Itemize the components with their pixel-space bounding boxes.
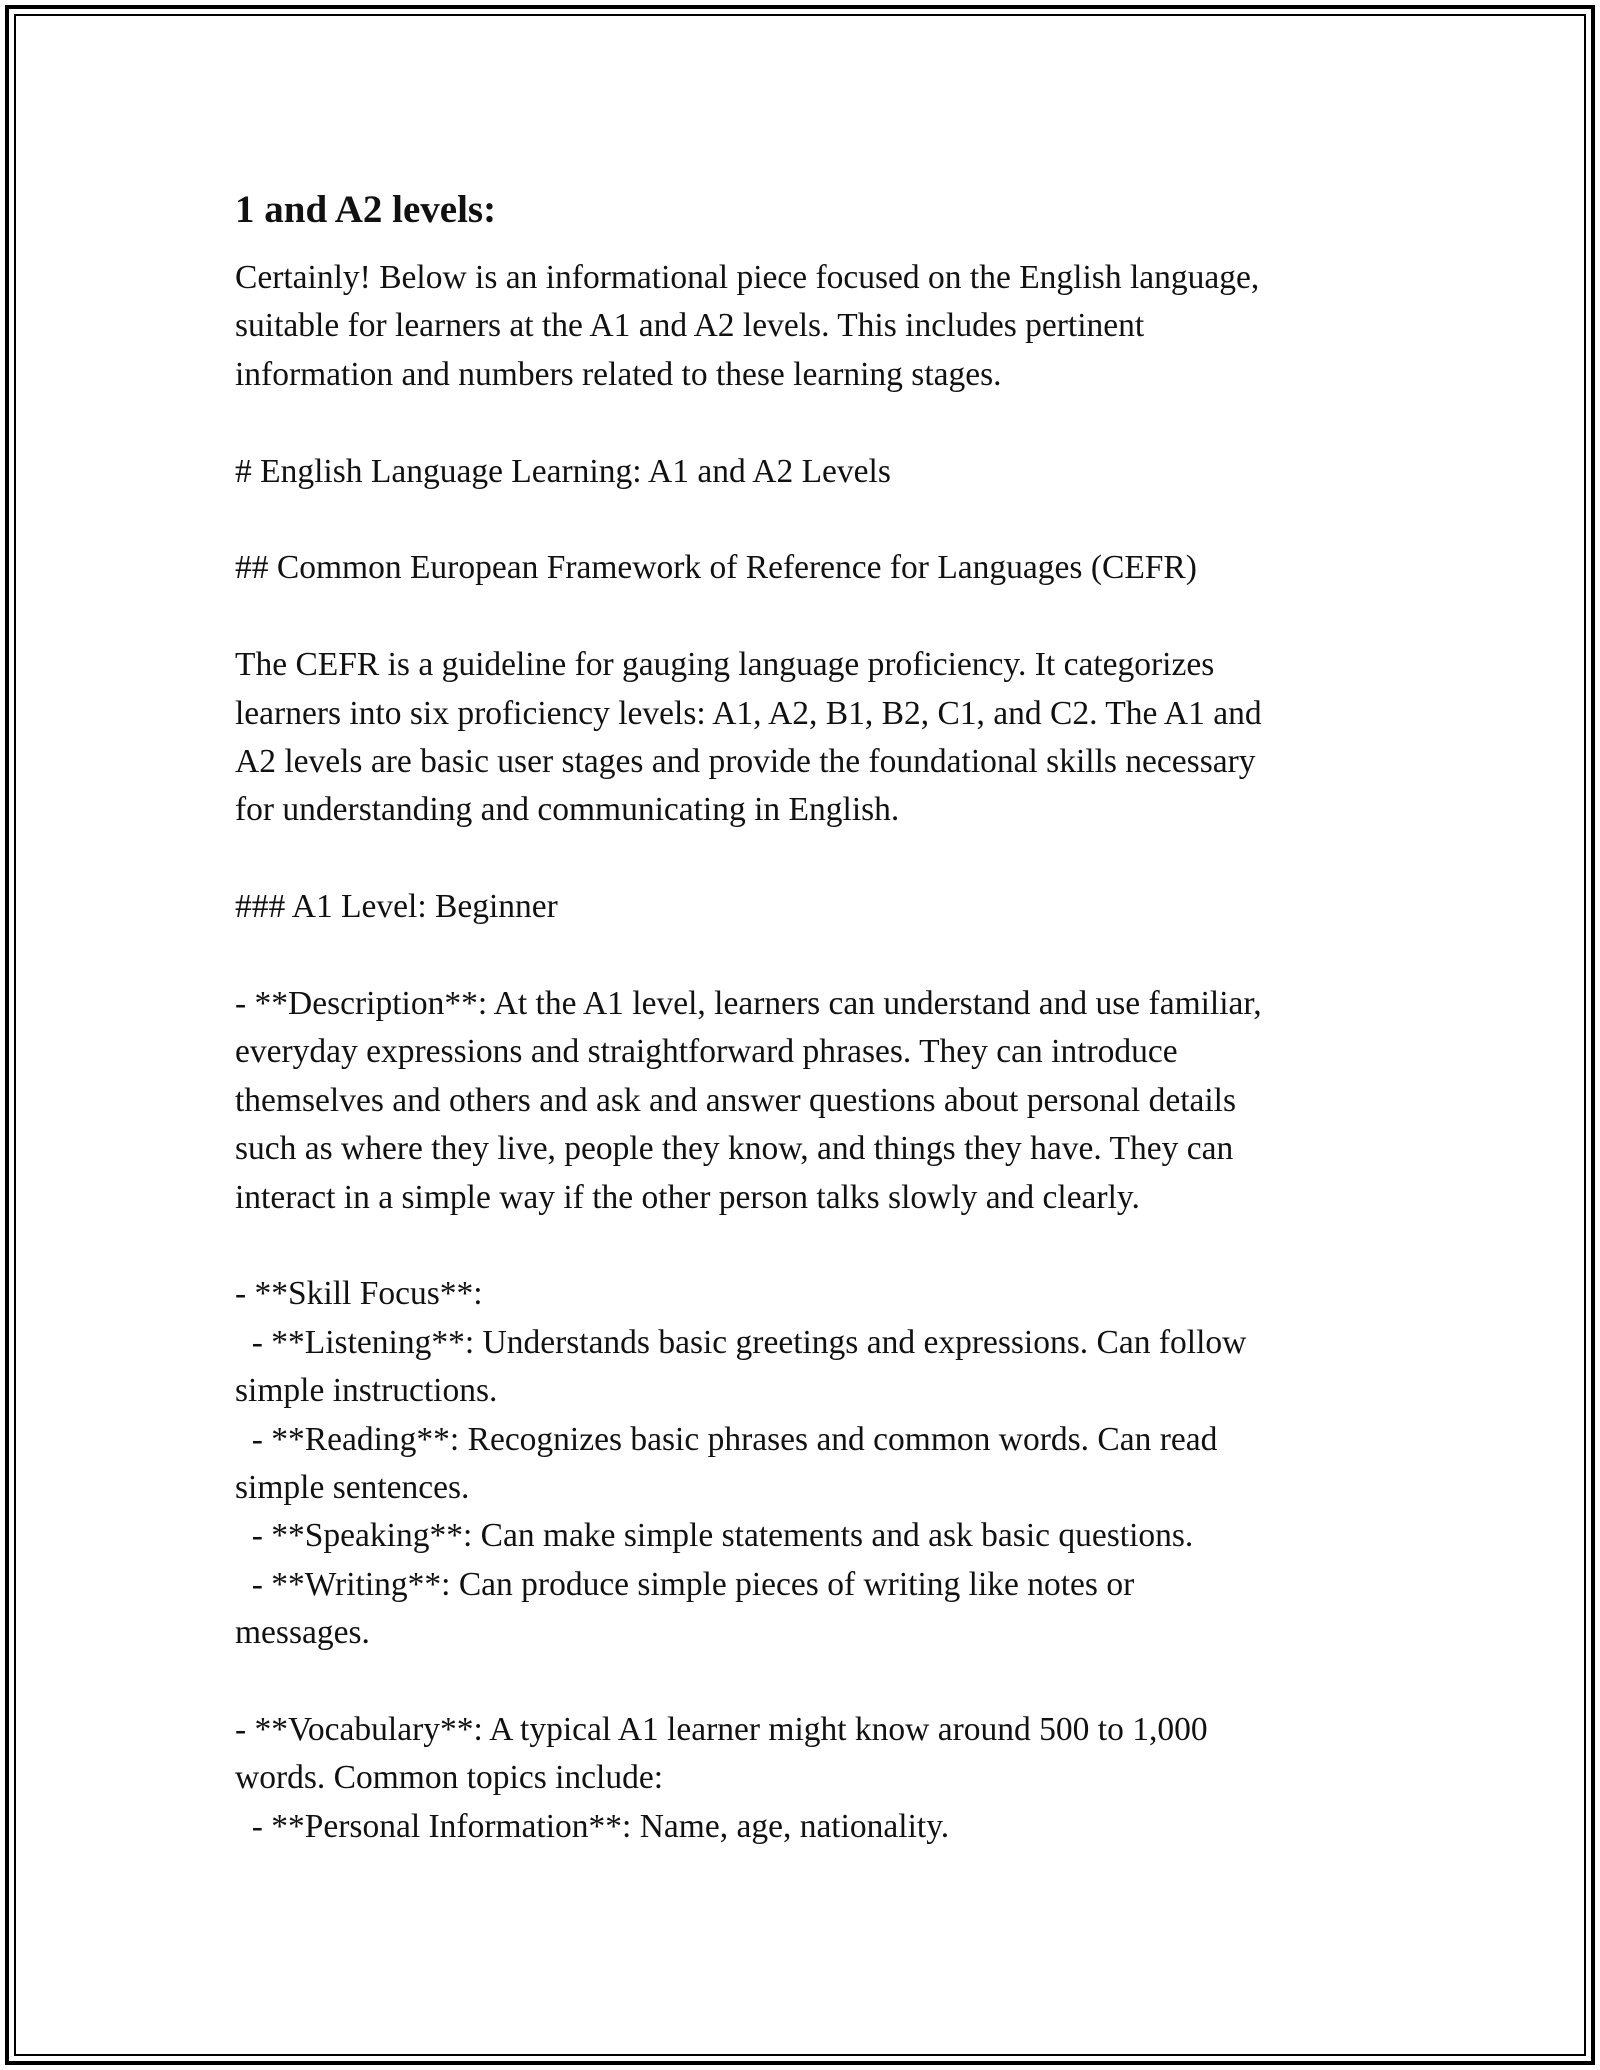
heading-cefr: ## Common European Framework of Reference for Languages (CEFR) [235,549,1197,587]
cefr-paragraph: The CEFR is a guideline for gauging language proficiency. It categorizes learners into six proficiency levels: A1, A2, B1, B2, C1, and C2. The A1 and A2 levels are basic user stages and provide the foundational skills necessary for understanding and communicating in English. [235,646,1262,829]
heading-english-language-learning: # English Language Learning: A1 and A2 Levels [235,452,891,490]
heading-a1-level: ### A1 Level: Beginner [235,888,558,926]
a1-vocabulary: - **Vocabulary**: A typical A1 learner might know around 500 to 1,000 words. Common topics include: - **Personal Information**: Name, age, nationality. [235,1711,1208,1845]
a1-skill-focus: - **Skill Focus**: - **Listening**: Understands basic greetings and expressions. Can follow simple instructions. - **Reading**: Recognizes basic phrases and common words. Can read simple sentences. - **Speaking**: Can make simple statements and ask basic questions. - **Writing**: Can produce simple pieces of writing like notes or messages. [235,1275,1247,1652]
document-title: 1 and A2 levels: [235,188,497,231]
intro-paragraph: Certainly! Below is an informational piece focused on the English language, suitable for learners at the A1 and A2 levels. This includes pertinent information and numbers related to these learning stages. [235,259,1260,393]
document-body [235,186,1385,1900]
a1-description: - **Description**: At the A1 level, learners can understand and use familiar, everyday expressions and straightforward phrases. They can introduce themselves and others and ask and answer questions about personal details such as where they live, people they know, and things they have. They can interact in a simple way if the other person talks slowly and clearly. [235,985,1262,1216]
